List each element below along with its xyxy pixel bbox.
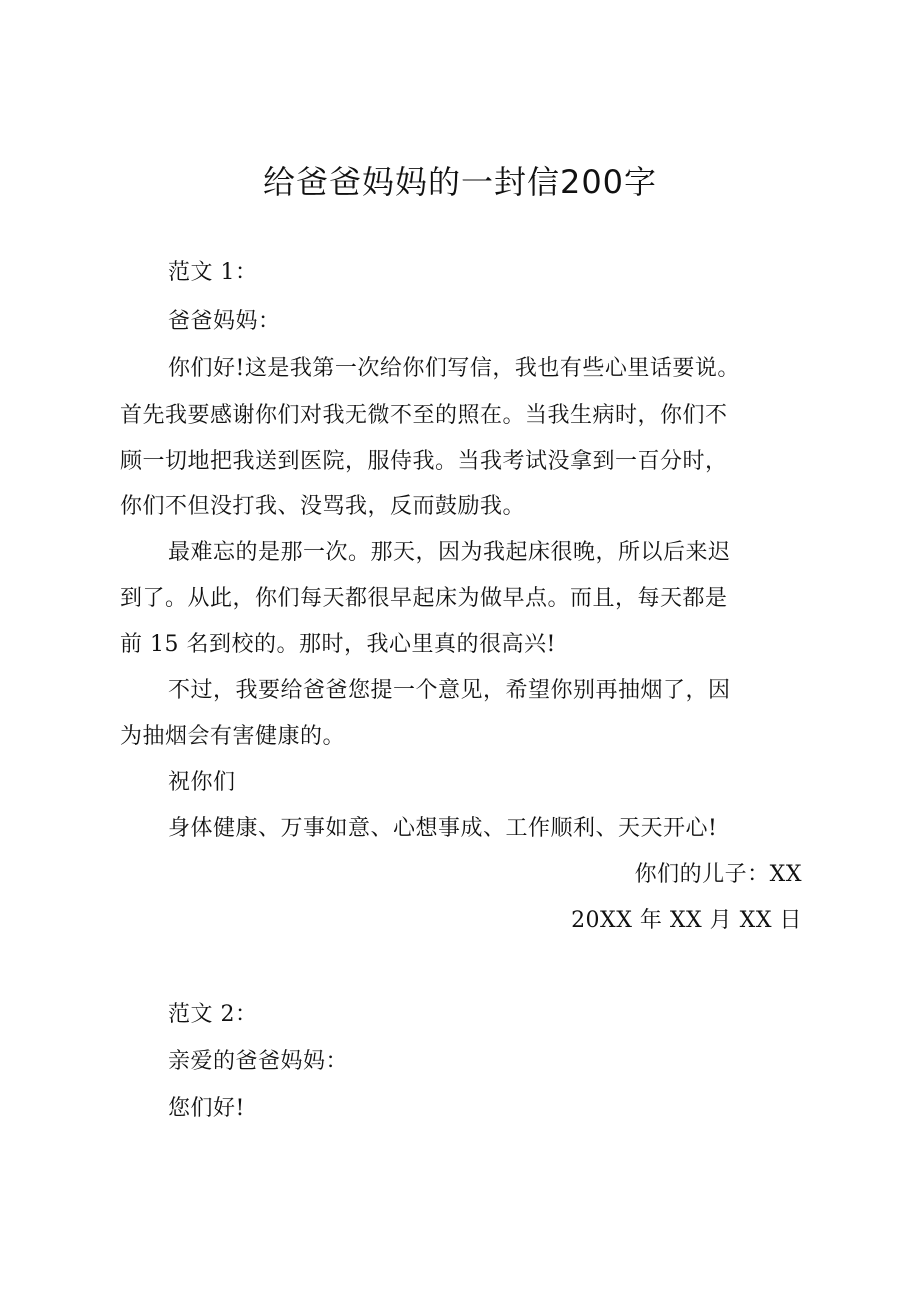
letter-1-paragraph-3-line-2: 为抽烟会有害健康的。 — [120, 724, 346, 749]
letter-1-paragraph-2-line-1: 最难忘的是那一次。那天，因为我起床很晚，所以后来迟 — [168, 540, 731, 565]
letter-2-greeting: 您们好! — [168, 1096, 245, 1121]
letter-1-signature: 你们的儿子：XX — [634, 862, 802, 887]
letter-1-closing: 祝你们 — [168, 770, 236, 795]
letter-2-salutation: 亲爱的爸爸妈妈： — [168, 1049, 349, 1074]
letter-1-paragraph-2-line-3: 前 15 名到校的。那时，我心里真的很高兴! — [120, 632, 556, 657]
letter-1-paragraph-2-line-2: 到了。从此，你们每天都很早起床为做早点。而且，每天都是 — [120, 586, 728, 611]
letter-1-paragraph-1-line-2: 首先我要感谢你们对我无微不至的照在。当我生病时，你们不 — [120, 403, 728, 428]
letter-1-salutation: 爸爸妈妈： — [168, 309, 281, 334]
letter-1-paragraph-1-line-3: 顾一切地把我送到医院，服侍我。当我考试没拿到一百分时， — [120, 449, 728, 474]
letter-1-paragraph-1-line-1: 你们好!这是我第一次给你们写信，我也有些心里话要说。 — [168, 356, 740, 381]
letter-1-heading: 范文 1： — [168, 260, 258, 285]
letter-2-heading: 范文 2： — [168, 1002, 258, 1027]
letter-1-paragraph-3-line-1: 不过，我要给爸爸您提一个意见，希望你别再抽烟了，因 — [168, 678, 731, 703]
letter-1-date: 20XX 年 XX 月 XX 日 — [571, 908, 802, 933]
letter-1-paragraph-1-line-4: 你们不但没打我、没骂我，反而鼓励我。 — [120, 494, 526, 519]
document-title: 给爸爸妈妈的一封信200字 — [262, 163, 658, 201]
letter-1-wishes: 身体健康、万事如意、心想事成、工作顺利、天天开心! — [168, 816, 718, 841]
